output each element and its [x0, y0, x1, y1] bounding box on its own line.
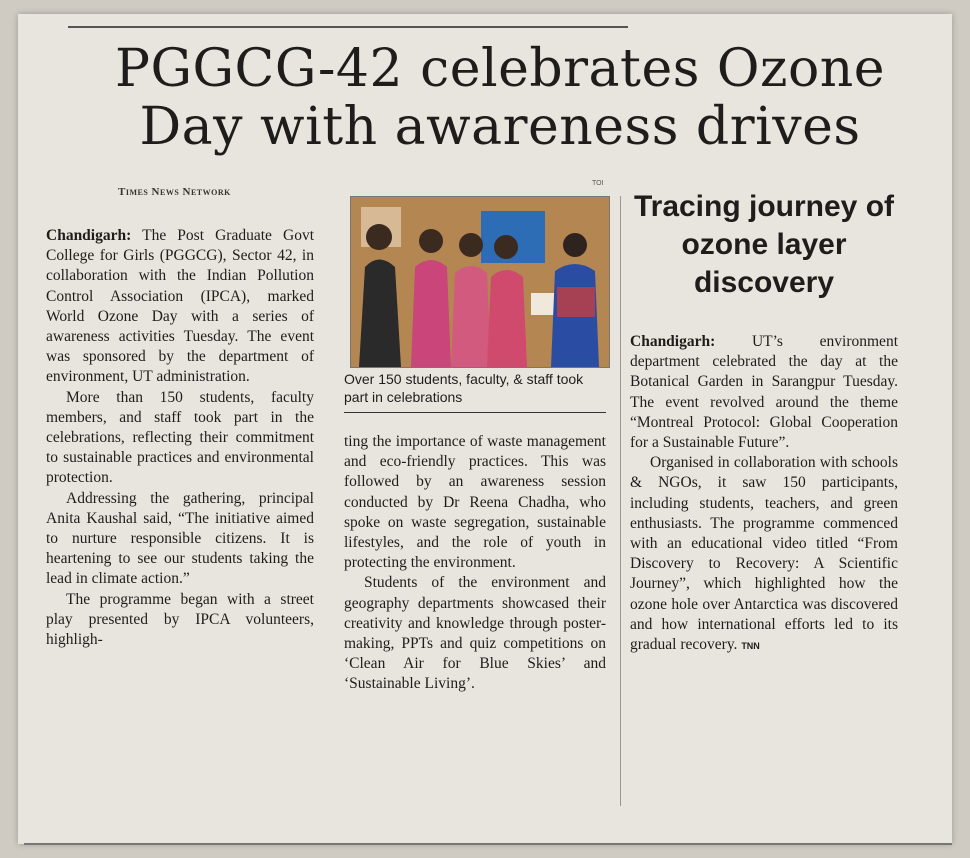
article-headline: PGGCG-42 celebrates Ozone Day with awareness drives — [114, 39, 886, 157]
sidebar-signoff: TNN — [741, 641, 760, 652]
article-paragraph-2: More than 150 students, faculty members, and staff took part in the celebrations, reflecting their commitment to sustainable practices and environmental protection. — [46, 388, 314, 487]
sidebar-paragraph-1: UT’s environment department celebrated the day at the Botanical Garden in Sarangpur Tuesday. The event revolved around the theme “Montreal Protocol: Global Cooperation for a Sustainable Future”. — [630, 333, 898, 452]
article-paragraph-1: The Post Graduate Govt College for Girls (PGGCG), Sector 42, in collaboration with the Indian Pollution Control Association (IPCA), marked World Ozone Day with a series of awareness activities Tuesday. The event was sponsored by the department of environment, UT administration. — [46, 227, 314, 386]
column-divider — [620, 196, 621, 806]
sidebar-headline: Tracing journey of ozone layer discovery — [633, 190, 895, 299]
article-column-2 — [344, 432, 606, 695]
photo-credit: TOI — [592, 180, 604, 187]
group-photo-illustration — [351, 197, 609, 367]
photo-caption: Over 150 students, faculty, & staff took part in celebrations — [344, 370, 606, 413]
byline: Times News Network — [118, 186, 231, 198]
article-column-1 — [46, 226, 314, 650]
article-paragraph-4-part1: The programme began with a street play presented by IPCA volunteers, highligh- — [46, 590, 314, 649]
article-paragraph-5: Students of the environment and geography departments showcased their creativity and knowledge through poster-making, PPTs and quiz competitions on ‘Clean Air for Blue Skies’ and ‘Sustainable Living’. — [344, 574, 606, 693]
dateline: Chandigarh: — [46, 227, 132, 244]
article-paragraph-4-part2: ting the importance of waste management and eco-friendly practices. This was followed by an awareness session conducted by Dr Reena Chadha, who spoke on waste segregation, sustainable lifestyles, and the role of youth in protecting the environment. — [344, 433, 606, 572]
article-paragraph-3: Addressing the gathering, principal Anita Kaushal said, “The initiative aimed to nurture responsible citizens. It is heartening to see our students taking the lead in climate action.” — [46, 489, 314, 588]
sidebar-column — [630, 332, 898, 656]
bottom-rule — [24, 843, 952, 845]
top-rule — [68, 26, 628, 28]
sidebar-dateline: Chandigarh: — [630, 333, 716, 350]
sidebar-paragraph-2: Organised in collaboration with schools & NGOs, it saw 150 participants, including students, teachers, and green enthusiasts. The programme commenced with an educational video titled “From Discovery to Recovery: A Scientific Journey”, which highlighted how the ozone hole over Antarctica was discovered and how international efforts led to its gradual recovery. — [630, 454, 898, 654]
event-photo — [350, 196, 610, 368]
